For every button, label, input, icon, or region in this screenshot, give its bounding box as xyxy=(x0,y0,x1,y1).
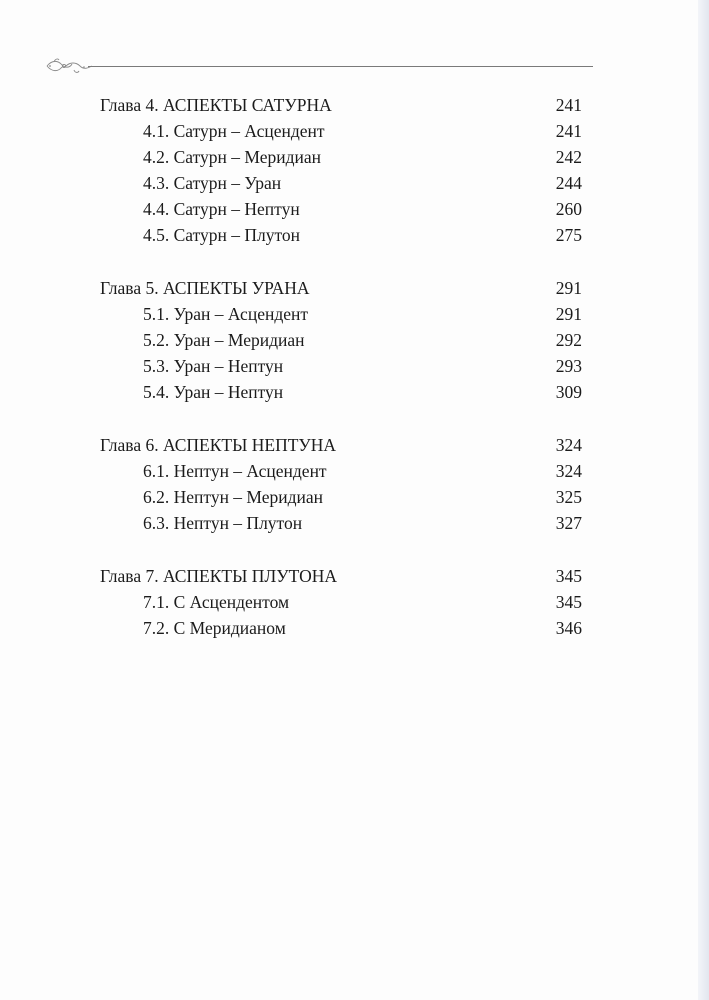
toc-entry-page-number: 291 xyxy=(555,304,582,324)
toc-chapter xyxy=(100,563,582,641)
toc-entry-title: 6.1. Нептун – Асцендент xyxy=(143,461,327,481)
toc-entry-page-number: 242 xyxy=(555,147,582,167)
toc-chapter-heading-title: Глава 6. АСПЕКТЫ НЕПТУНА xyxy=(100,435,337,455)
toc-entry xyxy=(100,615,582,641)
toc-chapter-heading-page-number: 291 xyxy=(555,278,582,298)
toc-entry-title: 5.2. Уран – Меридиан xyxy=(143,330,305,350)
toc-entry-page-number: 241 xyxy=(555,121,582,141)
toc-entry xyxy=(100,170,582,196)
toc-chapter xyxy=(100,432,582,536)
toc-entry-page-number: 244 xyxy=(555,173,582,193)
toc-entry-title: 4.3. Сатурн – Уран xyxy=(143,173,282,193)
header-rule xyxy=(88,66,593,67)
toc-entry-title: 5.1. Уран – Асцендент xyxy=(143,304,309,324)
toc-entry xyxy=(100,118,582,144)
toc-entry-page-number: 275 xyxy=(555,225,582,245)
ornament-icon xyxy=(44,56,94,76)
toc-chapter-heading-page-number: 241 xyxy=(555,95,582,115)
page-edge xyxy=(698,0,709,1000)
toc-chapter xyxy=(100,275,582,405)
toc-entry-title: 7.2. С Меридианом xyxy=(143,618,286,638)
toc-chapter-heading-title: Глава 4. АСПЕКТЫ САТУРНА xyxy=(100,95,332,115)
toc-chapter-heading-title: Глава 5. АСПЕКТЫ УРАНА xyxy=(100,278,310,298)
toc-entry-title: 6.2. Нептун – Меридиан xyxy=(143,487,324,507)
toc-entry-title: 4.4. Сатурн – Нептун xyxy=(143,199,300,219)
toc-chapter-heading xyxy=(100,563,582,589)
table-of-contents xyxy=(100,92,582,668)
toc-entry xyxy=(100,589,582,615)
toc-entry-page-number: 292 xyxy=(555,330,582,350)
toc-entry-page-number: 325 xyxy=(555,487,582,507)
toc-entry-title: 5.3. Уран – Нептун xyxy=(143,356,284,376)
toc-entry xyxy=(100,353,582,379)
toc-entry-title: 6.3. Нептун – Плутон xyxy=(143,513,303,533)
toc-entry-page-number: 324 xyxy=(555,461,582,481)
toc-entry xyxy=(100,379,582,405)
toc-entry-page-number: 327 xyxy=(555,513,582,533)
toc-entry xyxy=(100,196,582,222)
toc-entry-title: 4.1. Сатурн – Асцендент xyxy=(143,121,325,141)
toc-entry xyxy=(100,222,582,248)
toc-entry-page-number: 260 xyxy=(555,199,582,219)
toc-entry-title: 7.1. С Асцендентом xyxy=(143,592,290,612)
toc-entry-page-number: 346 xyxy=(555,618,582,638)
toc-chapter-heading xyxy=(100,432,582,458)
toc-chapter-heading-title: Глава 7. АСПЕКТЫ ПЛУТОНА xyxy=(100,566,338,586)
toc-entry xyxy=(100,327,582,353)
toc-entry xyxy=(100,458,582,484)
toc-entry xyxy=(100,484,582,510)
toc-entry xyxy=(100,510,582,536)
toc-entry xyxy=(100,301,582,327)
toc-entry-page-number: 345 xyxy=(555,592,582,612)
toc-chapter-heading xyxy=(100,92,582,118)
toc-chapter-heading-page-number: 345 xyxy=(555,566,582,586)
toc-entry-title: 4.5. Сатурн – Плутон xyxy=(143,225,301,245)
toc-entry-title: 4.2. Сатурн – Меридиан xyxy=(143,147,322,167)
toc-entry-page-number: 293 xyxy=(555,356,582,376)
toc-entry xyxy=(100,144,582,170)
toc-entry-title: 5.4. Уран – Нептун xyxy=(143,382,284,402)
toc-chapter xyxy=(100,92,582,248)
toc-entry-page-number: 309 xyxy=(555,382,582,402)
toc-chapter-heading-page-number: 324 xyxy=(555,435,582,455)
toc-chapter-heading xyxy=(100,275,582,301)
